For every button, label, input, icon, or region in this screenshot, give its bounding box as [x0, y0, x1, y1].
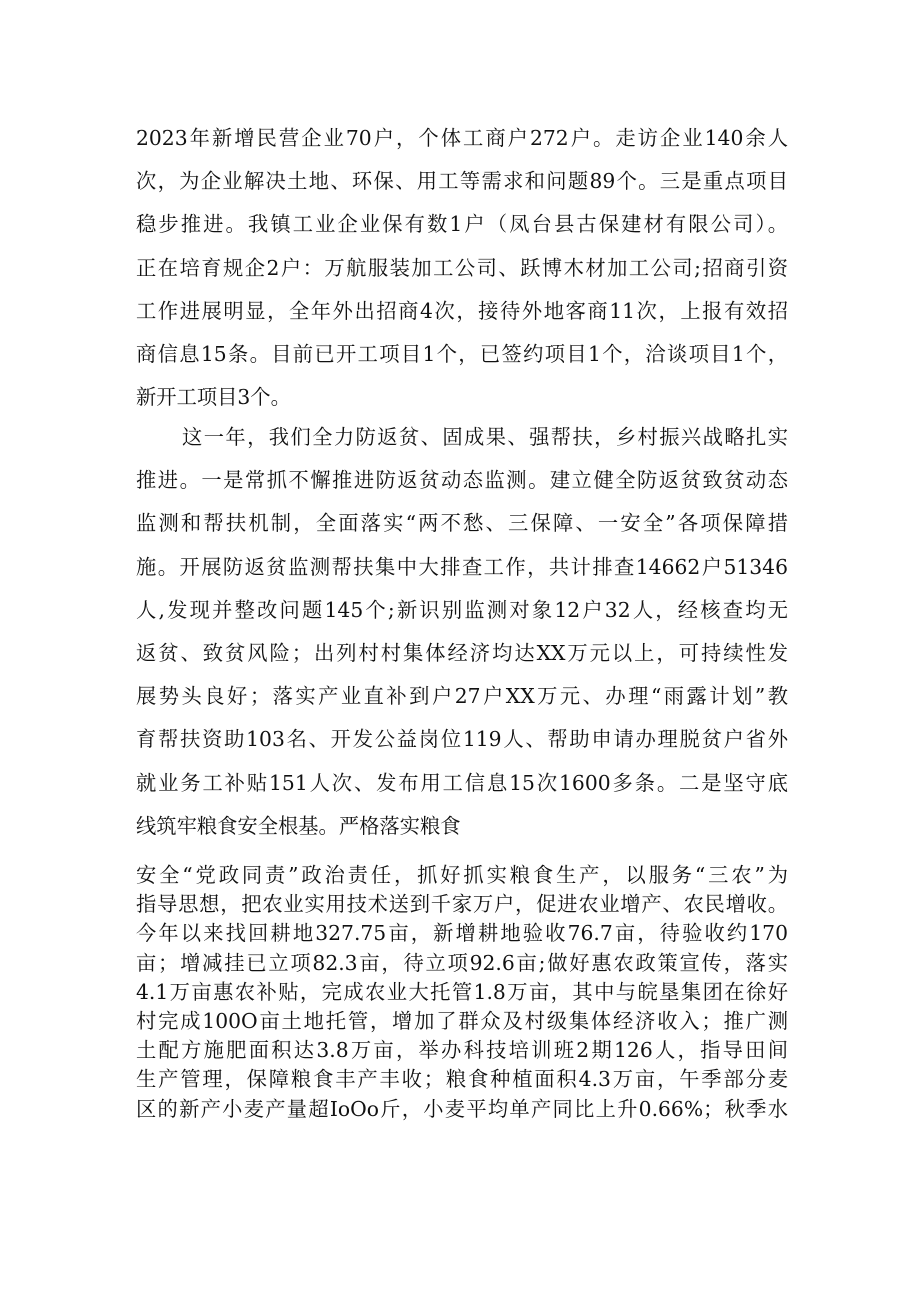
- text-line: 稳步推进。我镇工业企业保有数1户（凤台县古保建材有限公司）。: [136, 212, 788, 237]
- text-line: 生产管理，保障粮食丰产丰收；粮食种植面积4.3万亩，午季部分麦: [136, 1067, 788, 1092]
- text-line: 人,发现并整改问题145个;新识别监测对象12户32人，经核查均无: [136, 597, 788, 622]
- text-line: 指导思想，把农业实用技术送到千家万户，促进农业增产、农民增收。: [136, 892, 788, 917]
- text-line: 监测和帮扶机制，全面落实“两不愁、三保障、一安全”各项保障措: [136, 511, 788, 536]
- text-line: 4.1万亩惠农补贴，完成农业大托管1.8万亩，其中与皖垦集团在徐好: [136, 979, 788, 1004]
- text-line: 新开工项目3个。: [136, 385, 291, 410]
- text-line: 施。开展防返贫监测帮扶集中大排查工作，共计排查14662户51346: [136, 554, 788, 579]
- paragraph-rural-revitalization: [136, 416, 788, 848]
- text-line: 就业务工补贴151人次、发布用工信息15次1600多条。二是坚守底: [136, 770, 788, 795]
- text-line: 这一年，我们全力防返贫、固成果、强帮扶，乡村振兴战略扎实: [182, 425, 788, 449]
- text-line: 线筑牢粮食安全根基。严格落实粮食: [136, 813, 461, 838]
- text-line: 育帮扶资助103名、开发公益岗位119人、帮助申请办理脱贫户省外: [136, 727, 788, 752]
- text-line: 工作进展明显，全年外出招商4次，接待外地客商11次，上报有效招: [136, 298, 788, 323]
- text-line: 商信息15条。目前已开工项目1个，已签约项目1个，洽谈项目1个，: [136, 341, 788, 366]
- text-line: 返贫、致贫风险；出列村村集体经济均达XX万元以上，可持续性发: [136, 640, 788, 665]
- text-line: 推进。一是常抓不懈推进防返贫动态监测。建立健全防返贫致贫动态: [136, 468, 788, 493]
- paragraph-grain-security: [136, 861, 788, 1124]
- text-line: 展势头良好；落实产业直补到户27户XX万元、办理“雨露计划”教: [136, 684, 788, 709]
- text-line: 次，为企业解决土地、环保、用工等需求和问题89个。三是重点项目: [136, 169, 788, 194]
- text-line: 安全“党政同责”政治责任，抓好抓实粮食生产，以服务“三农”为: [136, 863, 788, 887]
- text-line: 亩；增减挂已立项82.3亩，待立项92.6亩;做好惠农政策宣传，落实: [136, 950, 788, 975]
- text-line: 村完成100O亩土地托管，增加了群众及村级集体经济收入；推广测: [136, 1008, 788, 1033]
- text-line: 正在培育规企2户：万航服装加工公司、跃博木材加工公司;招商引资: [136, 255, 788, 280]
- text-line: 区的新产小麦产量超IoOo斤，小麦平均单产同比上升0.66%；秋季水: [136, 1096, 788, 1121]
- text-line: 今年以来找回耕地327.75亩，新增耕地验收76.7亩，待验收约170: [136, 921, 788, 946]
- text-line: 土配方施肥面积达3.8万亩，举办科技培训班2期126人，指导田间: [136, 1038, 788, 1063]
- text-line: 2023年新增民营企业70户，个体工商户272户。走访企业140余人: [136, 126, 788, 150]
- paragraph-enterprise-projects: [136, 117, 788, 419]
